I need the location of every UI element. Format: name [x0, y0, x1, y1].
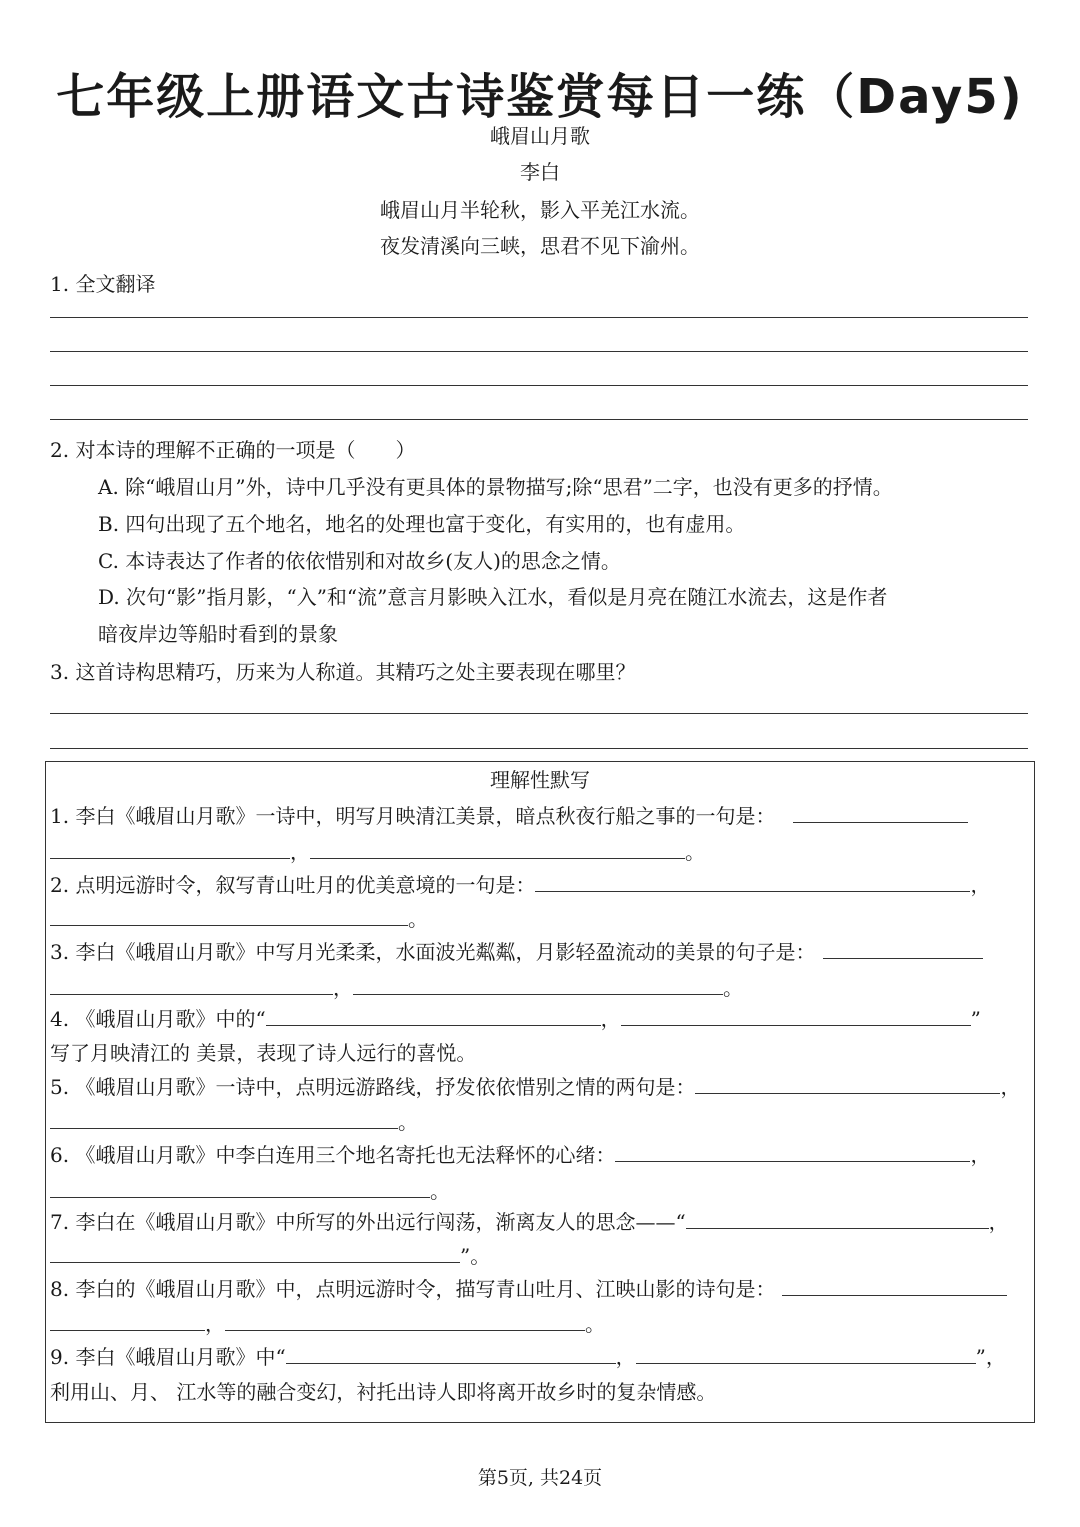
dictation-item-7: [50, 1206, 1009, 1235]
period: 。: [430, 1179, 450, 1203]
dictation-item-8: [50, 1273, 1007, 1302]
page-title: 七年级上册语文古诗鉴赏每日一练（Day5): [56, 69, 1024, 125]
option-b: B. 四句出现了五个地名，地名的处理也富于变化，有实用的，也有虚用。: [98, 512, 746, 536]
dictation-item-2-cont: [50, 903, 428, 932]
dictation-item-5-text: 5. 《峨眉山月歌》一诗中，点明远游路线，抒发依依惜别之情的两句是：: [50, 1075, 696, 1099]
comma: ，: [615, 1345, 636, 1369]
comma: ，: [333, 976, 353, 1000]
option-d-line-2: 暗夜岸边等船时看到的景象: [98, 622, 338, 646]
dictation-item-1: [50, 800, 968, 829]
dictation-item-3-cont: [50, 972, 743, 1001]
dictation-item-9: [50, 1341, 1006, 1370]
comma: ，: [970, 873, 991, 897]
close-quote-period: ”。: [460, 1244, 491, 1268]
period: 。: [585, 1312, 605, 1336]
option-d-line-1: D. 次句“影”指月影，“入”和“流”意言月影映入江水，看似是月亮在随江水流去，这是作者: [98, 585, 888, 609]
answer-line: [50, 713, 1028, 714]
answer-line: [50, 748, 1028, 749]
dictation-item-4-cont: 写了月映清江的 美景，表现了诗人远行的喜悦。: [50, 1041, 477, 1065]
dictation-item-7-cont: [50, 1240, 490, 1269]
poem-line-2: 夜发清溪向三峡，思君不见下渝州。: [380, 234, 700, 258]
option-c: C. 本诗表达了作者的依依惜别和对故乡(友人)的思念之情。: [98, 549, 621, 573]
dictation-item-5: [50, 1071, 1020, 1100]
dictation-item-6-cont: [50, 1175, 450, 1204]
blank[interactable]: [535, 873, 970, 892]
dictation-item-1-text: 1. 李白《峨眉山月歌》一诗中，明写月映清江美景，暗点秋夜行船之事的一句是：: [50, 804, 776, 828]
answer-line: [50, 317, 1028, 318]
blank[interactable]: [686, 1210, 989, 1229]
blank[interactable]: [50, 1179, 430, 1198]
blank[interactable]: [793, 804, 968, 823]
blank[interactable]: [286, 1345, 616, 1364]
blank[interactable]: [50, 976, 333, 995]
answer-line: [50, 351, 1028, 352]
comma: ，: [970, 1143, 991, 1167]
poem-author: 李白: [520, 160, 560, 184]
blank[interactable]: [225, 1312, 585, 1331]
page-footer: 第5页, 共24页: [477, 1467, 603, 1489]
comma: ，: [988, 1210, 1009, 1234]
dictation-item-3-text: 3. 李白《峨眉山月歌》中写月光柔柔，水面波光粼粼，月影轻盈流动的美景的句子是：: [50, 940, 816, 964]
comma: ，: [290, 840, 310, 864]
dictation-item-6: [50, 1139, 990, 1168]
answer-line: [50, 419, 1028, 420]
blank[interactable]: [353, 976, 723, 995]
dictation-item-8-cont: [50, 1308, 605, 1337]
dictation-item-9-cont: 利用山、月、 江水等的融合变幻，衬托出诗人即将离开故乡时的复杂情感。: [50, 1380, 717, 1404]
comma: ，: [600, 1007, 621, 1031]
close-quote-comma: ”，: [975, 1345, 1006, 1369]
question-1: 1. 全文翻译: [50, 272, 156, 296]
dictation-item-3: [50, 936, 983, 965]
dictation-item-2: [50, 869, 990, 898]
option-a: A. 除“峨眉山月”外，诗中几乎没有更具体的景物描写;除“思君”二字，也没有更多的抒情。: [98, 475, 893, 499]
dictation-item-4-text: 4. 《峨眉山月歌》中的“: [50, 1007, 266, 1031]
comma: ，: [1000, 1075, 1021, 1099]
close-quote: ”: [970, 1007, 981, 1031]
blank[interactable]: [50, 1110, 398, 1129]
period: 。: [398, 1110, 418, 1134]
period: 。: [408, 907, 428, 931]
blank[interactable]: [266, 1007, 601, 1026]
period: 。: [723, 976, 743, 1000]
poem-line-1: 峨眉山月半轮秋，影入平羌江水流。: [380, 198, 700, 222]
blank[interactable]: [50, 840, 290, 859]
question-3: 3. 这首诗构思精巧，历来为人称道。其精巧之处主要表现在哪里？: [50, 660, 636, 684]
blank[interactable]: [310, 840, 685, 859]
blank[interactable]: [636, 1345, 976, 1364]
dictation-item-1-cont: [50, 836, 705, 865]
dictation-item-8-text: 8. 李白的《峨眉山月歌》中，点明远游时令，描写青山吐月、江映山影的诗句是：: [50, 1277, 776, 1301]
blank[interactable]: [50, 1244, 460, 1263]
period: 。: [685, 840, 705, 864]
blank[interactable]: [615, 1143, 970, 1162]
blank[interactable]: [621, 1007, 971, 1026]
blank[interactable]: [823, 940, 983, 959]
question-2-stem: 2. 对本诗的理解不正确的一项是（ ）: [50, 438, 416, 462]
blank[interactable]: [50, 907, 408, 926]
blank[interactable]: [50, 1312, 205, 1331]
dictation-item-7-text: 7. 李白在《峨眉山月歌》中所写的外出远行闯荡，渐离友人的思念——“: [50, 1210, 686, 1234]
dictation-item-9-text: 9. 李白《峨眉山月歌》中“: [50, 1345, 286, 1369]
dictation-box-title: 理解性默写: [490, 768, 590, 792]
poem-title: 峨眉山月歌: [490, 124, 590, 148]
dictation-item-4: [50, 1003, 981, 1032]
blank[interactable]: [695, 1075, 1000, 1094]
dictation-item-5-cont: [50, 1106, 418, 1135]
dictation-item-6-text: 6. 《峨眉山月歌》中李白连用三个地名寄托也无法释怀的心绪：: [50, 1143, 616, 1167]
dictation-item-2-text: 2. 点明远游时令，叙写青山吐月的优美意境的一句是：: [50, 873, 536, 897]
blank[interactable]: [782, 1277, 1007, 1296]
comma: ，: [205, 1312, 225, 1336]
answer-line: [50, 385, 1028, 386]
